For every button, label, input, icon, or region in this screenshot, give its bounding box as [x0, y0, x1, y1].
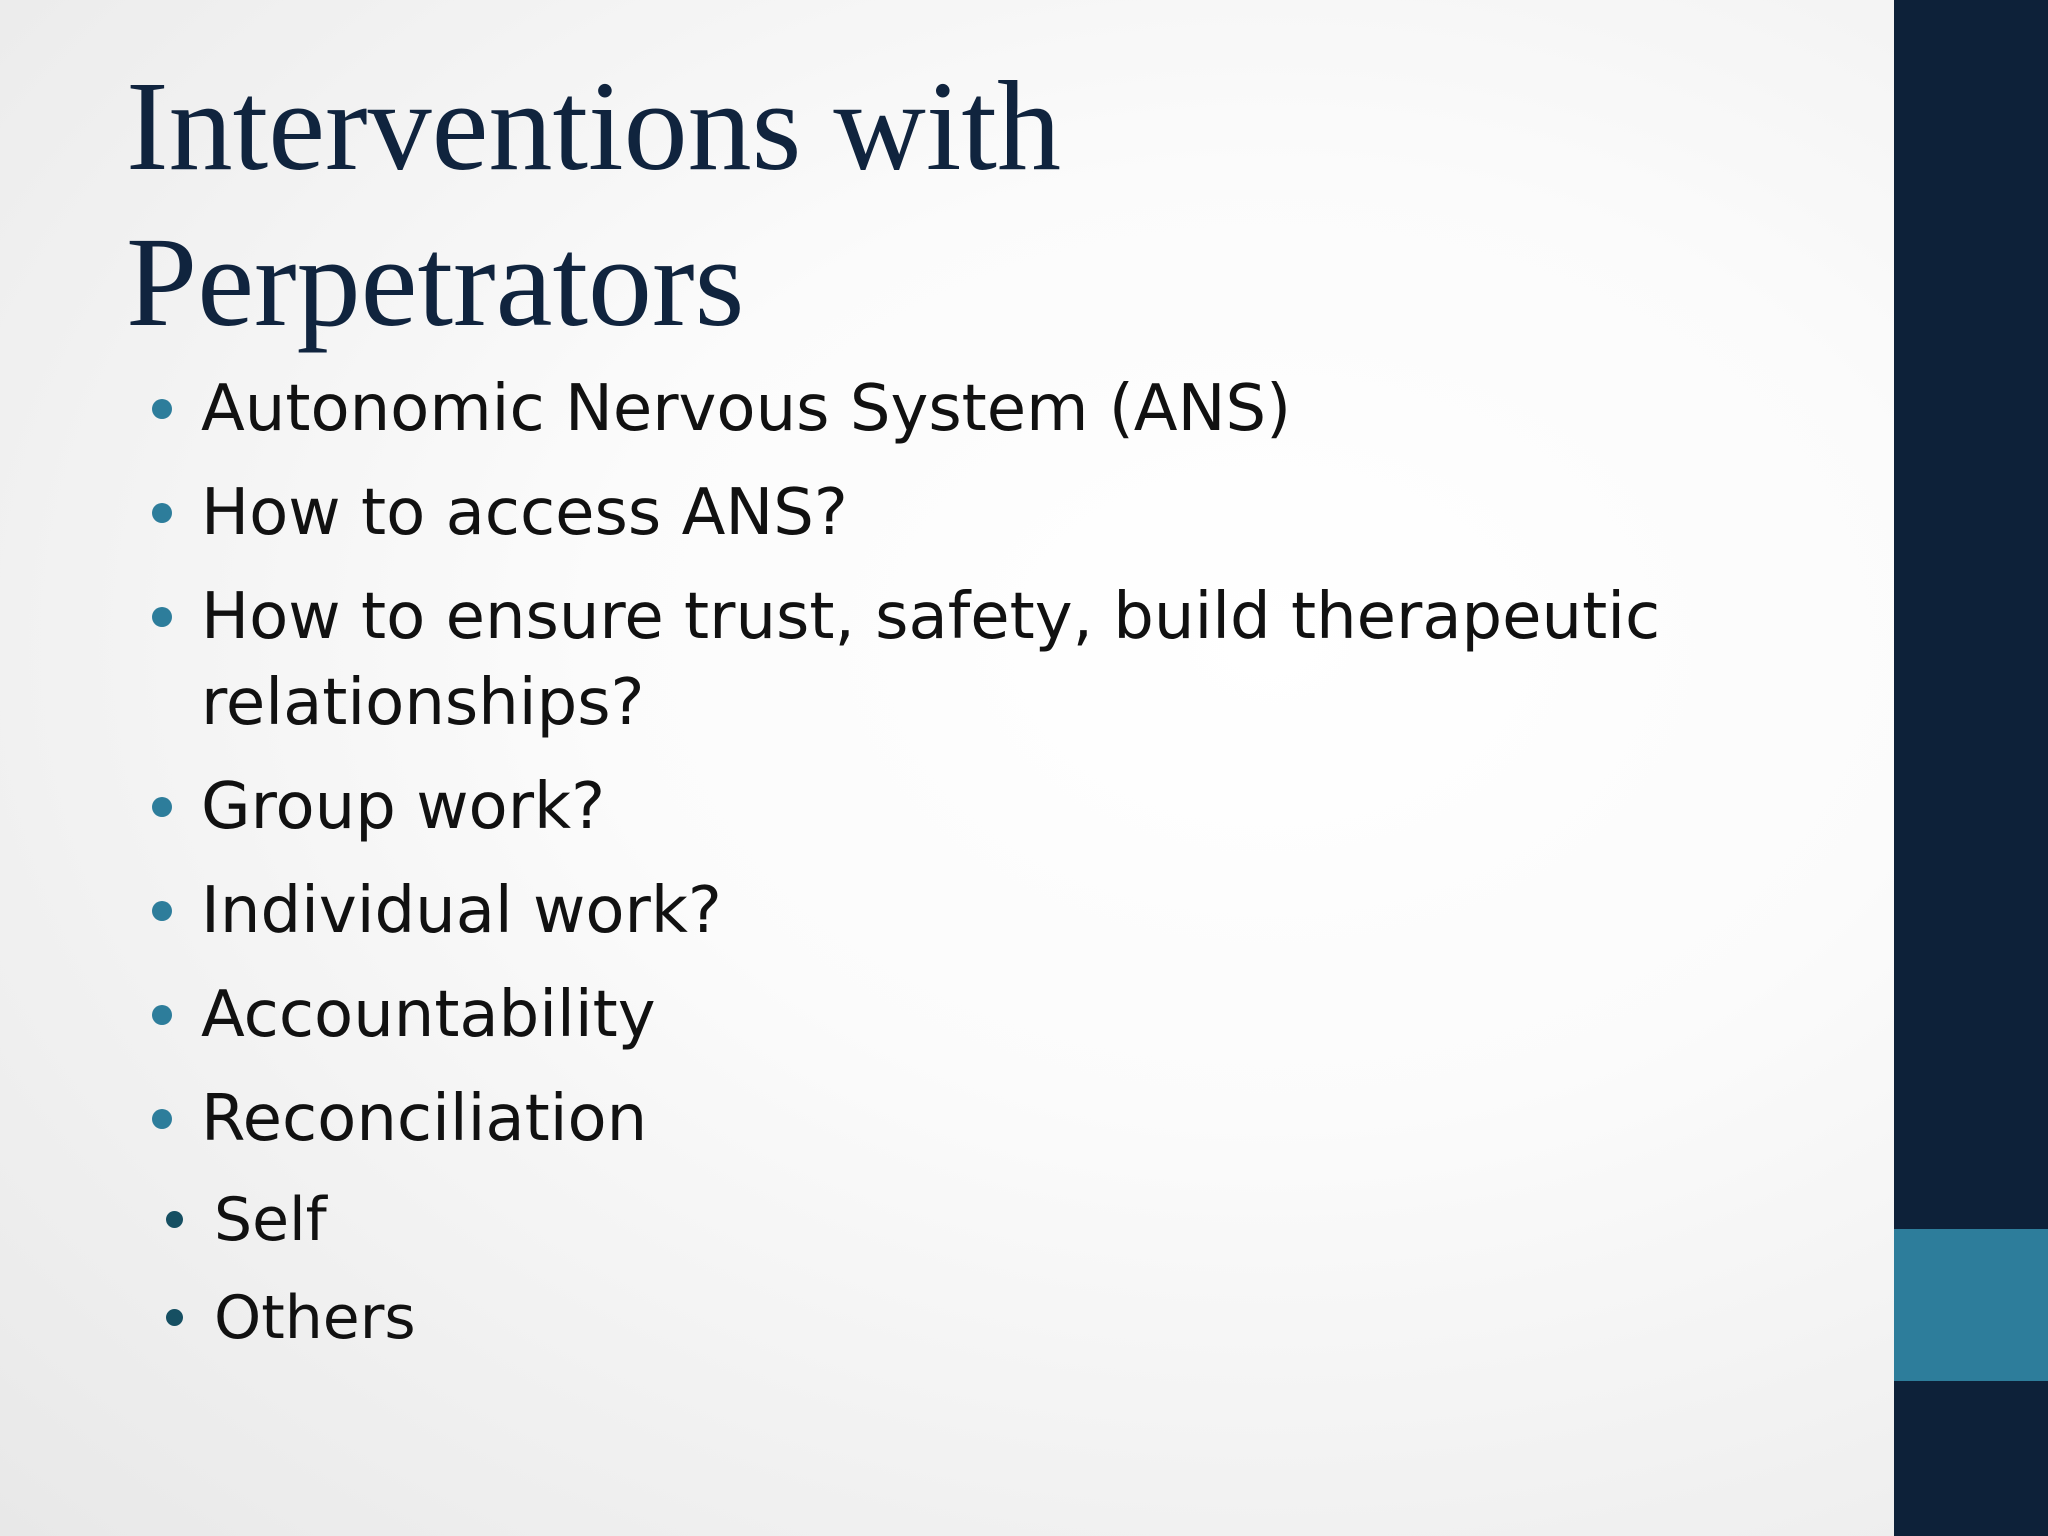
bullet-item-accountability: Accountability	[148, 972, 1728, 1058]
sidebar-accent-block	[1894, 1229, 2048, 1381]
sub-bullet-item-self: Self	[160, 1180, 1728, 1260]
bullet-item-access-ans: How to access ANS?	[148, 470, 1728, 556]
bullet-item-ans: Autonomic Nervous System (ANS)	[148, 366, 1728, 452]
bullet-item-individual-work: Individual work?	[148, 868, 1728, 954]
sub-bullet-list	[160, 1180, 1728, 1358]
bullet-list	[148, 366, 1728, 1376]
bullet-item-group-work: Group work?	[148, 764, 1728, 850]
sub-bullet-item-others: Others	[160, 1278, 1728, 1358]
bullet-item-reconciliation-label: Reconciliation	[201, 1082, 648, 1156]
slide-title-line-1: Interventions with	[126, 55, 1061, 197]
sub-bullet-container	[148, 1180, 1728, 1358]
slide-title-line-2: Perpetrators	[126, 211, 745, 353]
bullet-item-reconciliation	[148, 1076, 1728, 1162]
slide-title	[126, 48, 1626, 360]
bullet-item-trust-safety: How to ensure trust, safety, build therapeutic relationships?	[148, 574, 1728, 746]
